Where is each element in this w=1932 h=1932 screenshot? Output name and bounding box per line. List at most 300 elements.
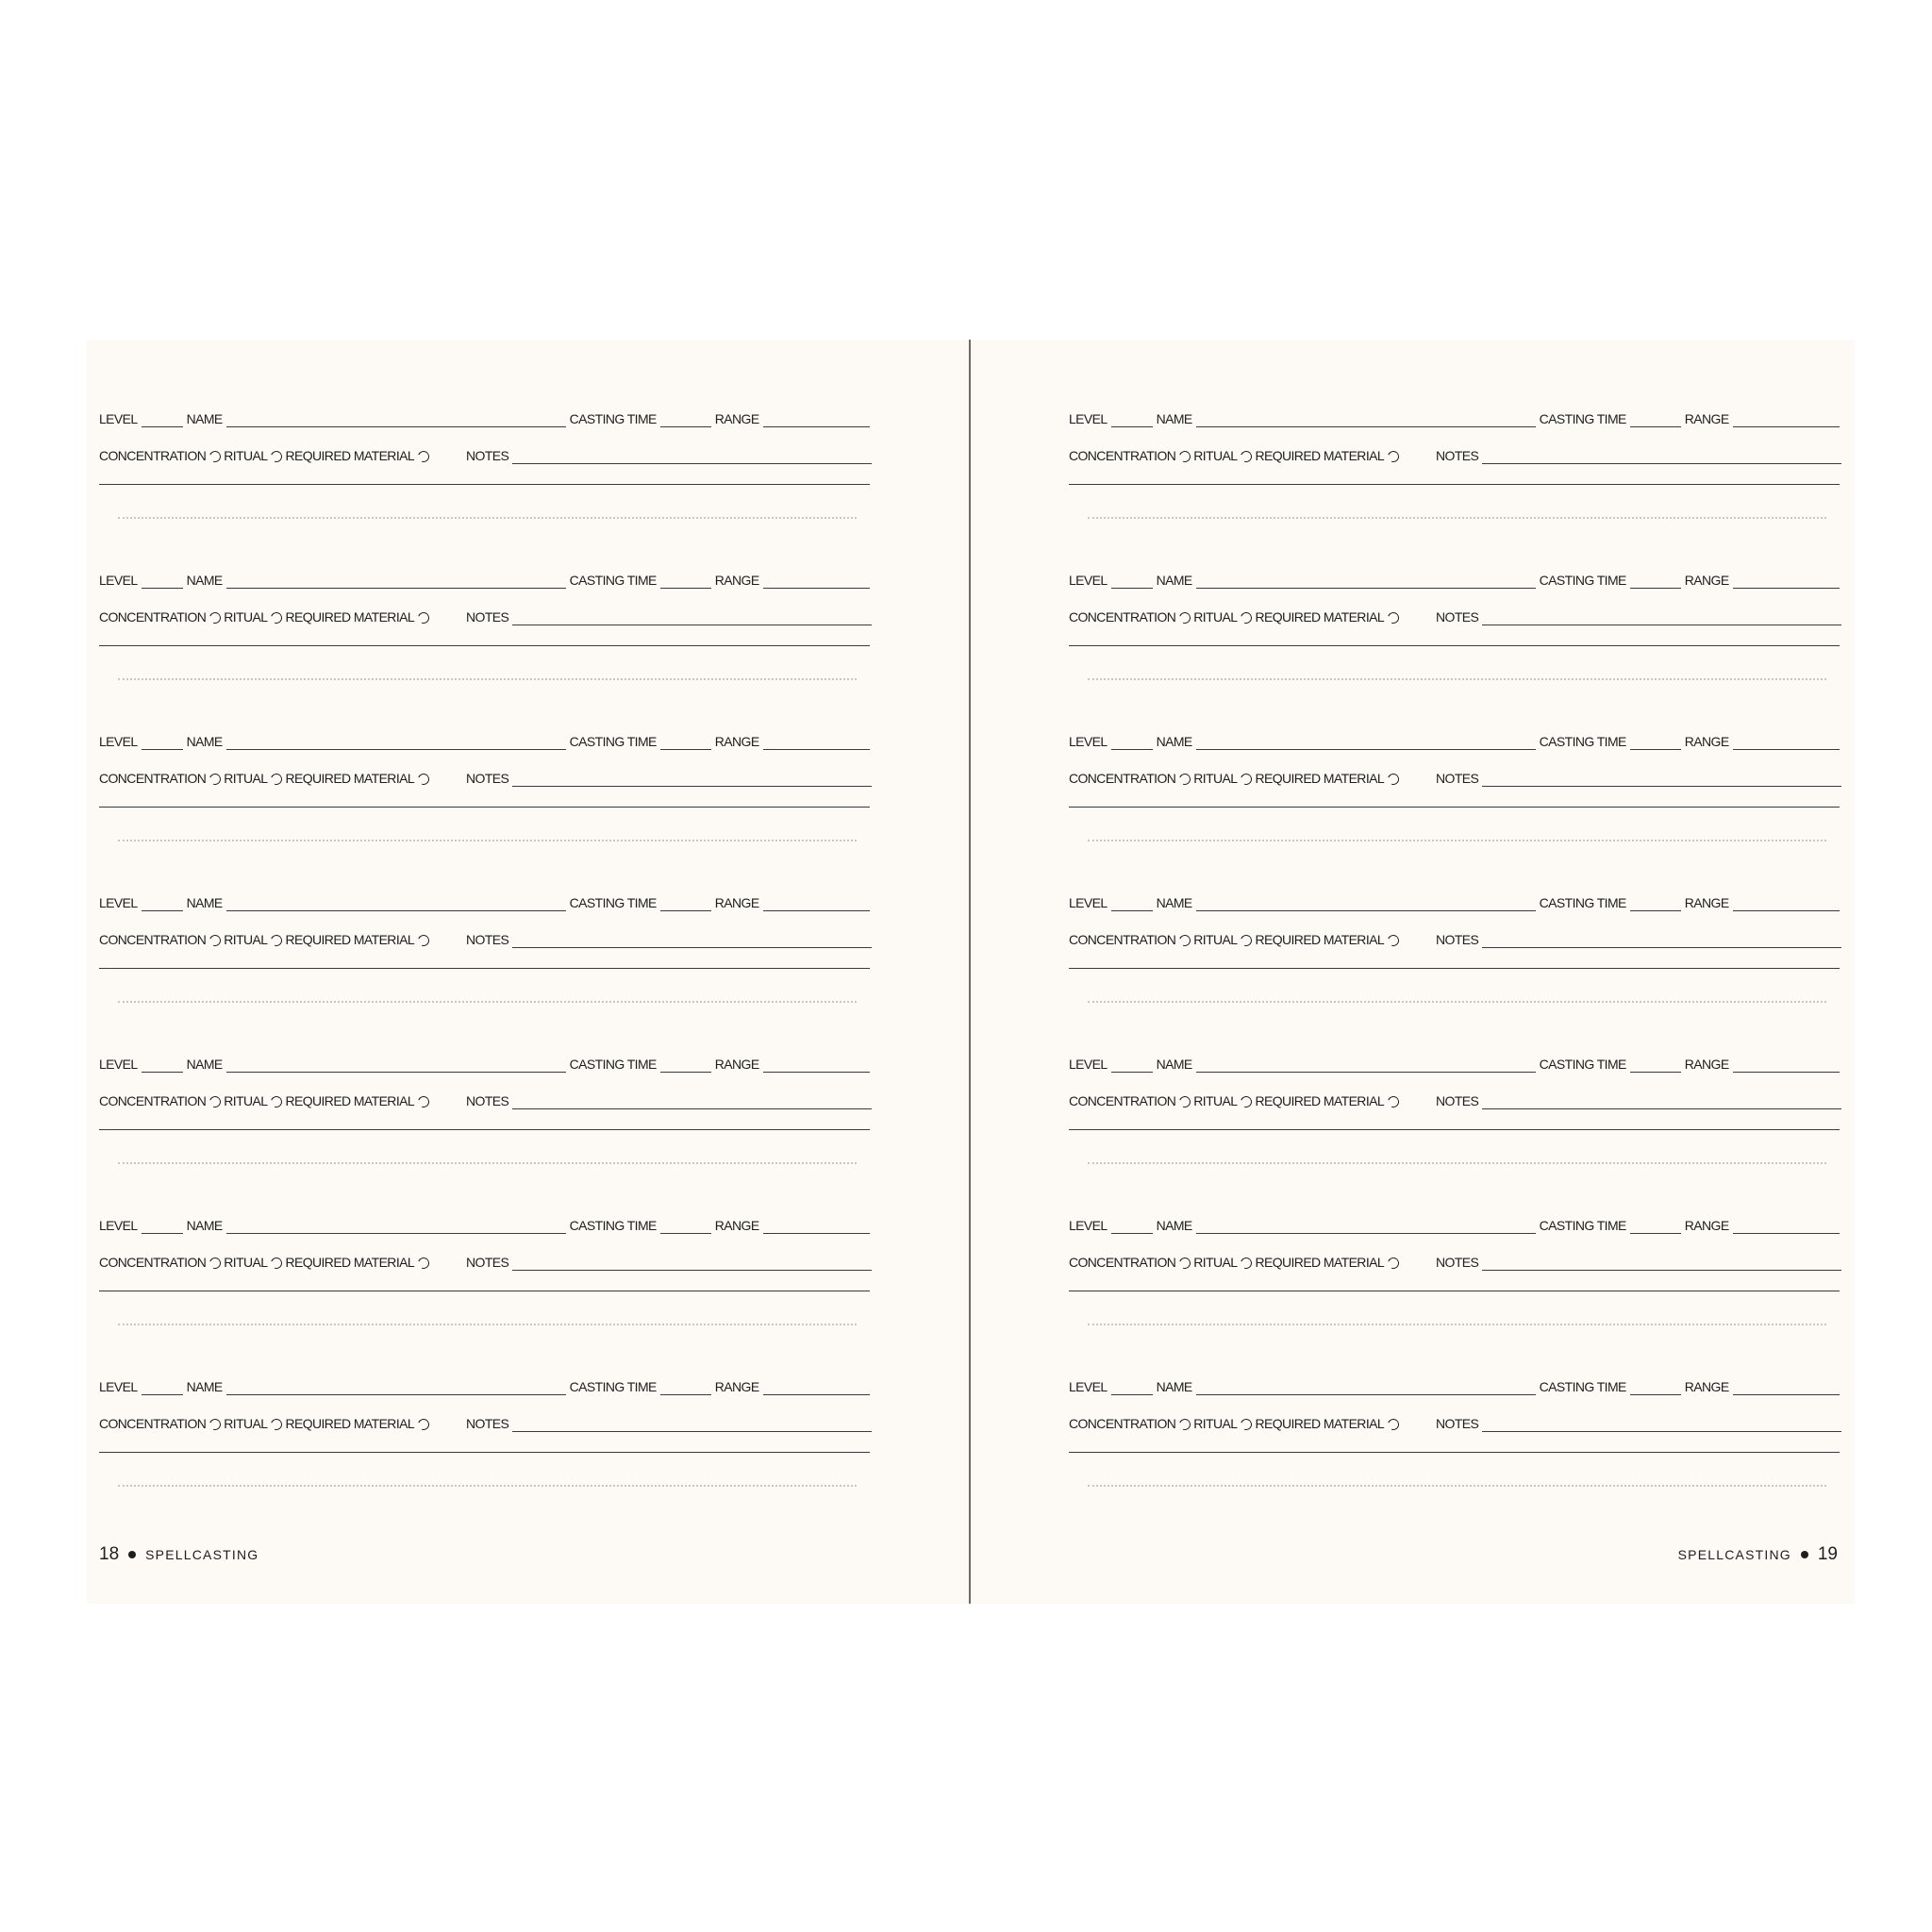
spell-row-flags: [99, 1413, 870, 1432]
casting-time-label: CASTING TIME: [1539, 573, 1626, 588]
concentration-label: CONCENTRATION: [99, 1093, 207, 1108]
casting-time-field[interactable]: [660, 1057, 711, 1073]
name-label: NAME: [186, 1379, 223, 1394]
notes-field[interactable]: [512, 448, 872, 464]
name-field[interactable]: [226, 573, 566, 589]
notes-field[interactable]: [512, 771, 872, 787]
notes-label: NOTES: [466, 448, 509, 463]
level-field[interactable]: [1111, 734, 1153, 750]
level-label: LEVEL: [99, 573, 138, 588]
spell-row-flags: [99, 1091, 870, 1109]
casting-time-field[interactable]: [1630, 1379, 1681, 1395]
ritual-checkbox[interactable]: [1239, 449, 1254, 464]
ritual-label: RITUAL: [224, 1093, 268, 1108]
name-label: NAME: [186, 573, 223, 588]
notes-field[interactable]: [1482, 1093, 1841, 1109]
notes-label: NOTES: [1436, 1416, 1479, 1431]
range-field[interactable]: [1733, 734, 1840, 750]
concentration-checkbox[interactable]: [208, 449, 223, 464]
ritual-label: RITUAL: [224, 771, 268, 786]
casting-time-field[interactable]: [660, 573, 711, 589]
spell-entry: [99, 1215, 870, 1376]
ritual-label: RITUAL: [1193, 1416, 1238, 1431]
ritual-checkbox[interactable]: [269, 1256, 284, 1271]
name-field[interactable]: [1196, 1379, 1536, 1395]
required-material-label: REQUIRED MATERIAL: [285, 932, 415, 947]
level-label: LEVEL: [1069, 573, 1108, 588]
concentration-checkbox[interactable]: [208, 933, 223, 948]
casting-time-field[interactable]: [660, 1218, 711, 1234]
spell-row-main: [99, 1376, 870, 1395]
casting-time-field[interactable]: [660, 1379, 711, 1395]
spell-row-flags: [1069, 1413, 1840, 1432]
name-field[interactable]: [1196, 411, 1536, 427]
spell-row-flags: [99, 1252, 870, 1271]
spell-entry: [99, 1054, 870, 1215]
required-material-label: REQUIRED MATERIAL: [1255, 932, 1385, 947]
casting-time-label: CASTING TIME: [1539, 895, 1626, 910]
concentration-label: CONCENTRATION: [99, 448, 207, 463]
name-field[interactable]: [226, 411, 566, 427]
level-field[interactable]: [142, 895, 183, 911]
required-material-label: REQUIRED MATERIAL: [285, 1255, 415, 1270]
level-label: LEVEL: [99, 1379, 138, 1394]
notes-label: NOTES: [1436, 1093, 1479, 1108]
casting-time-label: CASTING TIME: [569, 734, 657, 749]
range-label: RANGE: [714, 734, 759, 749]
spell-entry: [1069, 731, 1840, 892]
level-field[interactable]: [1111, 895, 1153, 911]
spell-entries-right: [1069, 408, 1840, 1538]
range-label: RANGE: [1684, 573, 1729, 588]
page-footer-left: [99, 1544, 258, 1565]
range-label: RANGE: [714, 1218, 759, 1233]
spell-entry: [99, 408, 870, 570]
name-label: NAME: [1156, 1218, 1192, 1233]
ritual-label: RITUAL: [1193, 771, 1238, 786]
required-material-checkbox[interactable]: [1386, 449, 1401, 464]
casting-time-field[interactable]: [1630, 895, 1681, 911]
name-field[interactable]: [226, 734, 566, 750]
range-field[interactable]: [763, 734, 870, 750]
range-field[interactable]: [763, 1379, 870, 1395]
ritual-label: RITUAL: [224, 932, 268, 947]
level-label: LEVEL: [1069, 1379, 1108, 1394]
notes-label: NOTES: [1436, 609, 1479, 625]
range-label: RANGE: [714, 1379, 759, 1394]
spell-entry: [99, 731, 870, 892]
level-label: LEVEL: [99, 1057, 138, 1072]
concentration-checkbox[interactable]: [208, 772, 223, 787]
spell-entry: [1069, 892, 1840, 1054]
range-field[interactable]: [763, 895, 870, 911]
spell-row-flags: [1069, 1252, 1840, 1271]
ritual-label: RITUAL: [1193, 448, 1238, 463]
ritual-label: RITUAL: [1193, 1093, 1238, 1108]
level-field[interactable]: [1111, 573, 1153, 589]
notes-continuation-line[interactable]: [99, 1452, 870, 1453]
casting-time-field[interactable]: [1630, 734, 1681, 750]
required-material-checkbox[interactable]: [416, 772, 431, 787]
concentration-checkbox[interactable]: [208, 1094, 223, 1109]
required-material-label: REQUIRED MATERIAL: [1255, 448, 1385, 463]
casting-time-field[interactable]: [1630, 1218, 1681, 1234]
notes-continuation-line[interactable]: [1069, 645, 1840, 646]
spell-entries-left: [99, 408, 870, 1538]
dotted-separator: [1088, 1001, 1826, 1003]
bullet-icon: [128, 1551, 136, 1558]
spell-row-flags: [1069, 607, 1840, 625]
name-label: NAME: [1156, 1057, 1192, 1072]
spell-row-main: [1069, 1376, 1840, 1395]
notes-continuation-line[interactable]: [1069, 807, 1840, 808]
notes-field[interactable]: [512, 1255, 872, 1271]
required-material-checkbox[interactable]: [1386, 610, 1401, 625]
range-field[interactable]: [1733, 895, 1840, 911]
notes-field[interactable]: [1482, 932, 1841, 948]
casting-time-label: CASTING TIME: [569, 1379, 657, 1394]
notes-field[interactable]: [512, 1093, 872, 1109]
spell-entry: [99, 892, 870, 1054]
required-material-checkbox[interactable]: [1386, 933, 1401, 948]
casting-time-label: CASTING TIME: [1539, 1057, 1626, 1072]
ritual-label: RITUAL: [224, 1255, 268, 1270]
name-label: NAME: [186, 895, 223, 910]
range-label: RANGE: [1684, 411, 1729, 426]
name-label: NAME: [1156, 734, 1192, 749]
name-label: NAME: [1156, 1379, 1192, 1394]
notes-field[interactable]: [512, 609, 872, 625]
level-label: LEVEL: [1069, 1057, 1108, 1072]
notes-continuation-line[interactable]: [99, 484, 870, 485]
range-field[interactable]: [763, 1218, 870, 1234]
required-material-checkbox[interactable]: [416, 1417, 431, 1432]
required-material-label: REQUIRED MATERIAL: [1255, 1255, 1385, 1270]
ritual-label: RITUAL: [224, 609, 268, 625]
name-field[interactable]: [1196, 1057, 1536, 1073]
concentration-label: CONCENTRATION: [99, 932, 207, 947]
dotted-separator: [1088, 678, 1826, 680]
ritual-checkbox[interactable]: [269, 1417, 284, 1432]
page-footer-right: [1678, 1544, 1838, 1565]
notes-field[interactable]: [1482, 609, 1841, 625]
spell-entry: [1069, 408, 1840, 570]
dotted-separator: [1088, 517, 1826, 519]
required-material-checkbox[interactable]: [1386, 1256, 1401, 1271]
name-field[interactable]: [226, 1057, 566, 1073]
range-label: RANGE: [1684, 895, 1729, 910]
casting-time-label: CASTING TIME: [1539, 411, 1626, 426]
ritual-label: RITUAL: [1193, 609, 1238, 625]
concentration-label: CONCENTRATION: [1069, 1255, 1176, 1270]
spell-row-main: [1069, 1215, 1840, 1234]
required-material-checkbox[interactable]: [1386, 1417, 1401, 1432]
ritual-checkbox[interactable]: [269, 1094, 284, 1109]
name-field[interactable]: [226, 1218, 566, 1234]
range-label: RANGE: [714, 411, 759, 426]
spell-row-main: [1069, 892, 1840, 911]
spell-row-flags: [99, 607, 870, 625]
notes-label: NOTES: [1436, 771, 1479, 786]
range-label: RANGE: [1684, 734, 1729, 749]
spell-row-main: [99, 731, 870, 750]
level-label: LEVEL: [1069, 734, 1108, 749]
spell-row-flags: [99, 768, 870, 787]
required-material-checkbox[interactable]: [416, 933, 431, 948]
level-field[interactable]: [142, 573, 183, 589]
ritual-checkbox[interactable]: [1239, 772, 1254, 787]
notes-field[interactable]: [1482, 1255, 1841, 1271]
required-material-checkbox[interactable]: [1386, 772, 1401, 787]
level-field[interactable]: [1111, 1057, 1153, 1073]
concentration-label: CONCENTRATION: [1069, 1093, 1176, 1108]
level-label: LEVEL: [99, 411, 138, 426]
concentration-checkbox[interactable]: [1177, 449, 1192, 464]
concentration-checkbox[interactable]: [208, 1256, 223, 1271]
concentration-checkbox[interactable]: [208, 610, 223, 625]
ritual-checkbox[interactable]: [1239, 1094, 1254, 1109]
range-field[interactable]: [763, 411, 870, 427]
required-material-checkbox[interactable]: [416, 1094, 431, 1109]
range-label: RANGE: [1684, 1379, 1729, 1394]
spell-row-flags: [1069, 768, 1840, 787]
concentration-checkbox[interactable]: [1177, 1094, 1192, 1109]
notes-field[interactable]: [512, 1416, 872, 1432]
name-field[interactable]: [1196, 573, 1536, 589]
level-field[interactable]: [1111, 411, 1153, 427]
notes-continuation-line[interactable]: [1069, 484, 1840, 485]
level-field[interactable]: [142, 411, 183, 427]
notes-label: NOTES: [466, 609, 509, 625]
spell-row-main: [1069, 731, 1840, 750]
concentration-checkbox[interactable]: [1177, 933, 1192, 948]
spell-entry: [1069, 570, 1840, 731]
name-label: NAME: [186, 1218, 223, 1233]
name-field[interactable]: [226, 895, 566, 911]
dotted-separator: [1088, 840, 1826, 841]
spell-row-main: [99, 570, 870, 589]
range-field[interactable]: [1733, 573, 1840, 589]
spell-row-main: [99, 408, 870, 427]
casting-time-field[interactable]: [660, 734, 711, 750]
casting-time-label: CASTING TIME: [569, 573, 657, 588]
ritual-label: RITUAL: [224, 448, 268, 463]
notes-continuation-line[interactable]: [99, 1129, 870, 1130]
range-field[interactable]: [1733, 411, 1840, 427]
required-material-label: REQUIRED MATERIAL: [1255, 1416, 1385, 1431]
concentration-label: CONCENTRATION: [99, 609, 207, 625]
level-field[interactable]: [142, 1379, 183, 1395]
level-label: LEVEL: [99, 895, 138, 910]
section-title: SPELLCASTING: [1677, 1547, 1791, 1562]
dotted-separator: [118, 1485, 857, 1487]
notes-label: NOTES: [466, 1255, 509, 1270]
concentration-label: CONCENTRATION: [99, 771, 207, 786]
required-material-checkbox[interactable]: [416, 449, 431, 464]
range-field[interactable]: [763, 1057, 870, 1073]
concentration-label: CONCENTRATION: [1069, 609, 1176, 625]
notes-continuation-line[interactable]: [99, 645, 870, 646]
dotted-separator: [1088, 1162, 1826, 1164]
name-label: NAME: [1156, 895, 1192, 910]
notes-continuation-line[interactable]: [1069, 968, 1840, 969]
page-right: [971, 340, 1855, 1604]
notes-continuation-line[interactable]: [1069, 1452, 1840, 1453]
required-material-label: REQUIRED MATERIAL: [285, 1093, 415, 1108]
notes-label: NOTES: [1436, 932, 1479, 947]
casting-time-field[interactable]: [1630, 573, 1681, 589]
notes-label: NOTES: [466, 1416, 509, 1431]
required-material-label: REQUIRED MATERIAL: [1255, 1093, 1385, 1108]
notes-label: NOTES: [466, 771, 509, 786]
concentration-label: CONCENTRATION: [1069, 771, 1176, 786]
casting-time-label: CASTING TIME: [1539, 734, 1626, 749]
notes-label: NOTES: [1436, 1255, 1479, 1270]
casting-time-label: CASTING TIME: [1539, 1218, 1626, 1233]
range-label: RANGE: [714, 1057, 759, 1072]
level-label: LEVEL: [1069, 411, 1108, 426]
casting-time-label: CASTING TIME: [569, 411, 657, 426]
spell-row-flags: [99, 445, 870, 464]
notes-field[interactable]: [512, 932, 872, 948]
range-label: RANGE: [714, 573, 759, 588]
level-field[interactable]: [142, 1057, 183, 1073]
level-label: LEVEL: [1069, 895, 1108, 910]
spell-entry: [1069, 1054, 1840, 1215]
range-label: RANGE: [1684, 1057, 1729, 1072]
dotted-separator: [118, 840, 857, 841]
casting-time-label: CASTING TIME: [569, 895, 657, 910]
name-field[interactable]: [1196, 734, 1536, 750]
range-field[interactable]: [763, 573, 870, 589]
notes-continuation-line[interactable]: [99, 968, 870, 969]
ritual-checkbox[interactable]: [1239, 1256, 1254, 1271]
concentration-label: CONCENTRATION: [1069, 932, 1176, 947]
concentration-label: CONCENTRATION: [99, 1416, 207, 1431]
casting-time-field[interactable]: [660, 411, 711, 427]
ritual-checkbox[interactable]: [269, 610, 284, 625]
casting-time-field[interactable]: [1630, 411, 1681, 427]
dotted-separator: [118, 1001, 857, 1003]
book-spread: [87, 340, 1855, 1604]
required-material-checkbox[interactable]: [416, 1256, 431, 1271]
notes-label: NOTES: [466, 1093, 509, 1108]
page-number: 19: [1817, 1544, 1838, 1564]
required-material-checkbox[interactable]: [416, 610, 431, 625]
level-field[interactable]: [1111, 1379, 1153, 1395]
concentration-checkbox[interactable]: [1177, 772, 1192, 787]
dotted-separator: [1088, 1485, 1826, 1487]
required-material-label: REQUIRED MATERIAL: [285, 1416, 415, 1431]
required-material-label: REQUIRED MATERIAL: [1255, 771, 1385, 786]
range-field[interactable]: [1733, 1057, 1840, 1073]
spell-entry: [99, 1376, 870, 1538]
dotted-separator: [118, 1162, 857, 1164]
page-left: [87, 340, 971, 1604]
section-title: SPELLCASTING: [145, 1547, 259, 1562]
name-label: NAME: [1156, 411, 1192, 426]
level-label: LEVEL: [99, 1218, 138, 1233]
spell-row-main: [1069, 408, 1840, 427]
spell-row-flags: [1069, 445, 1840, 464]
spell-row-flags: [1069, 1091, 1840, 1109]
level-label: LEVEL: [1069, 1218, 1108, 1233]
notes-field[interactable]: [1482, 448, 1841, 464]
bullet-icon: [1801, 1551, 1808, 1558]
ritual-label: RITUAL: [1193, 932, 1238, 947]
level-field[interactable]: [1111, 1218, 1153, 1234]
notes-continuation-line[interactable]: [1069, 1129, 1840, 1130]
ritual-checkbox[interactable]: [269, 772, 284, 787]
level-field[interactable]: [142, 1218, 183, 1234]
spell-row-main: [99, 892, 870, 911]
casting-time-label: CASTING TIME: [569, 1218, 657, 1233]
required-material-label: REQUIRED MATERIAL: [285, 771, 415, 786]
name-field[interactable]: [226, 1379, 566, 1395]
ritual-label: RITUAL: [1193, 1255, 1238, 1270]
dotted-separator: [1088, 1324, 1826, 1325]
spell-row-main: [1069, 570, 1840, 589]
concentration-checkbox[interactable]: [208, 1417, 223, 1432]
level-field[interactable]: [142, 734, 183, 750]
notes-label: NOTES: [466, 932, 509, 947]
name-label: NAME: [186, 411, 223, 426]
ritual-checkbox[interactable]: [1239, 1417, 1254, 1432]
casting-time-label: CASTING TIME: [569, 1057, 657, 1072]
dotted-separator: [118, 517, 857, 519]
required-material-checkbox[interactable]: [1386, 1094, 1401, 1109]
concentration-checkbox[interactable]: [1177, 1417, 1192, 1432]
range-field[interactable]: [1733, 1218, 1840, 1234]
spell-row-flags: [1069, 929, 1840, 948]
ritual-checkbox[interactable]: [1239, 933, 1254, 948]
spell-entry: [1069, 1215, 1840, 1376]
range-field[interactable]: [1733, 1379, 1840, 1395]
spell-row-main: [99, 1054, 870, 1073]
casting-time-field[interactable]: [660, 895, 711, 911]
ritual-checkbox[interactable]: [269, 449, 284, 464]
spell-row-flags: [99, 929, 870, 948]
range-label: RANGE: [714, 895, 759, 910]
name-field[interactable]: [1196, 895, 1536, 911]
spell-row-main: [1069, 1054, 1840, 1073]
ritual-checkbox[interactable]: [1239, 610, 1254, 625]
notes-label: NOTES: [1436, 448, 1479, 463]
required-material-label: REQUIRED MATERIAL: [285, 448, 415, 463]
ritual-label: RITUAL: [224, 1416, 268, 1431]
concentration-label: CONCENTRATION: [1069, 1416, 1176, 1431]
required-material-label: REQUIRED MATERIAL: [1255, 609, 1385, 625]
spell-entry: [1069, 1376, 1840, 1538]
name-label: NAME: [186, 1057, 223, 1072]
notes-field[interactable]: [1482, 1416, 1841, 1432]
casting-time-field[interactable]: [1630, 1057, 1681, 1073]
notes-continuation-line[interactable]: [99, 807, 870, 808]
notes-field[interactable]: [1482, 771, 1841, 787]
page-number: 18: [99, 1544, 120, 1564]
name-field[interactable]: [1196, 1218, 1536, 1234]
concentration-checkbox[interactable]: [1177, 610, 1192, 625]
concentration-checkbox[interactable]: [1177, 1256, 1192, 1271]
spell-row-main: [99, 1215, 870, 1234]
dotted-separator: [118, 678, 857, 680]
concentration-label: CONCENTRATION: [1069, 448, 1176, 463]
range-label: RANGE: [1684, 1218, 1729, 1233]
name-label: NAME: [1156, 573, 1192, 588]
dotted-separator: [118, 1324, 857, 1325]
ritual-checkbox[interactable]: [269, 933, 284, 948]
concentration-label: CONCENTRATION: [99, 1255, 207, 1270]
